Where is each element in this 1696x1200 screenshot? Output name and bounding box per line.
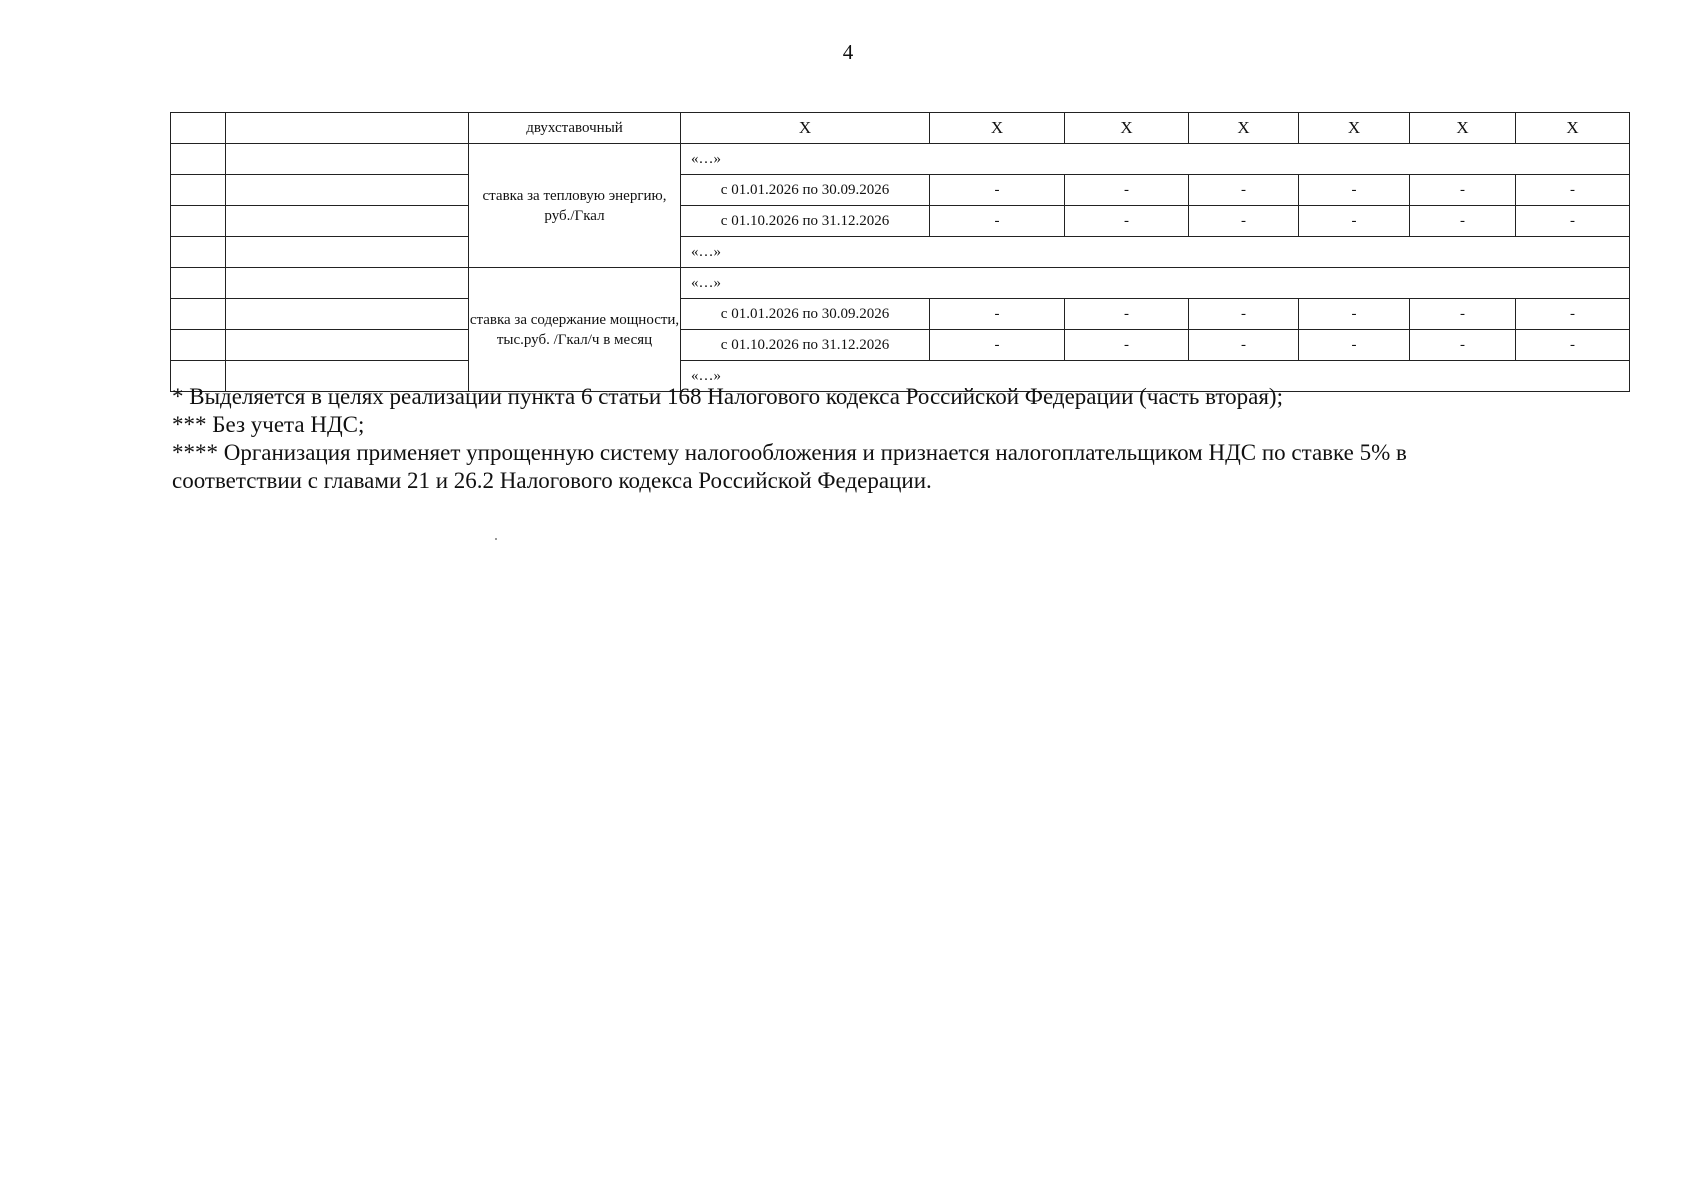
value-cell: - — [930, 206, 1065, 237]
value-cell: - — [1410, 299, 1516, 330]
x-cell: X — [1065, 113, 1189, 144]
row-number-cell — [171, 299, 226, 330]
tariff-table — [170, 112, 1630, 392]
organization-cell — [226, 175, 469, 206]
organization-cell — [226, 113, 469, 144]
value-cell: - — [1299, 299, 1410, 330]
footnote-vat-allocation: * Выделяется в целях реализации пункта 6 статьи 168 Налогового кодекса Российской Федерации (часть вторая); — [172, 384, 1283, 409]
tariff-type-cell: двухставочный — [469, 113, 681, 144]
row-number-cell — [171, 237, 226, 268]
value-cell: - — [1065, 299, 1189, 330]
row-number-cell — [171, 206, 226, 237]
value-cell: - — [1189, 175, 1299, 206]
value-cell: - — [1065, 330, 1189, 361]
table-row — [171, 237, 1630, 268]
value-cell: - — [1516, 330, 1630, 361]
period-cell: с 01.10.2026 по 31.12.2026 — [681, 206, 930, 237]
table-row — [171, 175, 1630, 206]
value-cell: - — [1065, 175, 1189, 206]
x-cell: X — [930, 113, 1065, 144]
organization-cell — [226, 237, 469, 268]
organization-cell — [226, 206, 469, 237]
period-cell: с 01.01.2026 по 30.09.2026 — [681, 299, 930, 330]
value-cell: - — [1189, 330, 1299, 361]
footnote-excluding-vat: *** Без учета НДС; — [172, 412, 365, 437]
row-number-cell — [171, 113, 226, 144]
ellipsis-cell: «…» — [681, 268, 1630, 299]
organization-cell — [226, 268, 469, 299]
x-cell: X — [1299, 113, 1410, 144]
value-cell: - — [1410, 206, 1516, 237]
value-cell: - — [930, 175, 1065, 206]
x-cell: X — [1410, 113, 1516, 144]
ellipsis-cell: «…» — [681, 144, 1630, 175]
value-cell: - — [1516, 299, 1630, 330]
row-number-cell — [171, 144, 226, 175]
value-cell: - — [1299, 175, 1410, 206]
organization-cell — [226, 299, 469, 330]
page-number: 4 — [842, 40, 854, 64]
x-cell: X — [681, 113, 930, 144]
ellipsis-cell: «…» — [681, 361, 1630, 392]
row-number-cell — [171, 175, 226, 206]
value-cell: - — [1065, 206, 1189, 237]
value-cell: - — [930, 330, 1065, 361]
value-cell: - — [1189, 206, 1299, 237]
table-row — [171, 330, 1630, 361]
value-cell: - — [1410, 330, 1516, 361]
row-number-cell — [171, 268, 226, 299]
period-cell: с 01.10.2026 по 31.12.2026 — [681, 330, 930, 361]
row-number-cell — [171, 330, 226, 361]
organization-cell — [226, 144, 469, 175]
ellipsis-cell: «…» — [681, 237, 1630, 268]
x-cell: X — [1189, 113, 1299, 144]
footnote-simplified-taxation: **** Организация применяет упрощенную систему налогообложения и признается налогоплательщиком НДС по ставке 5% в соответствии с главами 21 и 26.2 Налогового кодекса Российской Федерации. — [172, 440, 1407, 493]
value-cell: - — [1516, 206, 1630, 237]
value-cell: - — [1299, 206, 1410, 237]
value-cell: - — [1410, 175, 1516, 206]
value-cell: - — [1189, 299, 1299, 330]
rate-label-cell: ставка за тепловую энергию, руб./Гкал — [469, 144, 681, 268]
value-cell: - — [1516, 175, 1630, 206]
value-cell: - — [1299, 330, 1410, 361]
rate-label-cell: ставка за содержание мощности, тыс.руб. /Гкал/ч в месяц — [469, 268, 681, 392]
value-cell: - — [930, 299, 1065, 330]
table-row — [171, 206, 1630, 237]
organization-cell — [226, 330, 469, 361]
table-row — [171, 144, 1630, 175]
footnotes — [172, 383, 1502, 495]
period-cell: с 01.01.2026 по 30.09.2026 — [681, 175, 930, 206]
scan-speck — [495, 538, 497, 540]
x-cell: X — [1516, 113, 1630, 144]
table-row — [171, 113, 1630, 144]
table-row — [171, 268, 1630, 299]
table-row — [171, 299, 1630, 330]
